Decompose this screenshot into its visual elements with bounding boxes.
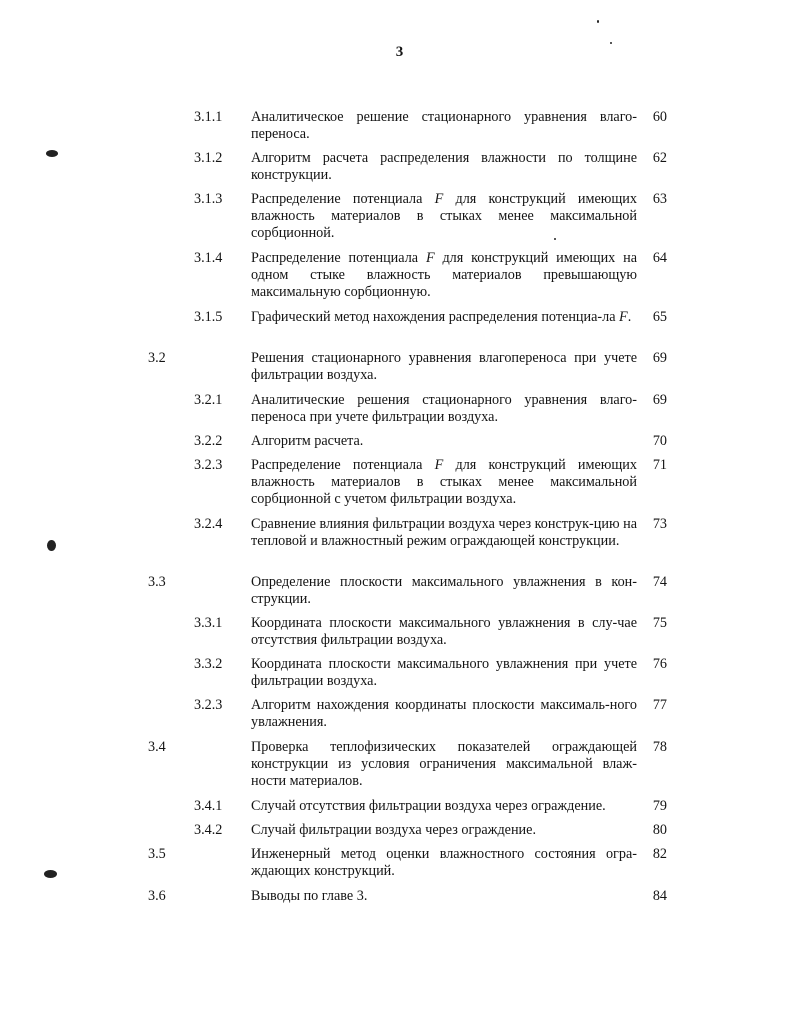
toc-entry-title: Решения стационарного уравнения влагопереноса при учете фильтрации воздуха. bbox=[251, 350, 637, 383]
toc-entry-title: Случай отсутствия фильтрации воздуха через ограждение. bbox=[251, 798, 606, 814]
toc-entry-title: Аналитическое решение стационарного уравнения влаго-переноса. bbox=[251, 109, 637, 142]
toc-entry-number: 3.2 bbox=[148, 350, 166, 366]
toc-entry-page: 62 bbox=[652, 150, 667, 166]
scan-speck bbox=[597, 20, 599, 23]
toc-entry-page: 74 bbox=[652, 574, 667, 590]
toc-entry-number: 3.3.2 bbox=[194, 656, 223, 672]
toc-entry-number: 3.1.5 bbox=[194, 309, 223, 325]
toc-entry-title: Координата плоскости максимального увлажнения при учете фильтрации воздуха. bbox=[251, 656, 637, 689]
scan-speck bbox=[610, 42, 612, 44]
toc-entry-page: 63 bbox=[652, 191, 667, 207]
toc-entry-title: Аналитические решения стационарного уравнения влаго-переноса при учете фильтрации воздуха. bbox=[251, 392, 637, 425]
toc-entry-title: Алгоритм нахождения координаты плоскости максималь-ного увлажнения. bbox=[251, 697, 637, 730]
toc-entry-number: 3.3.1 bbox=[194, 615, 223, 631]
toc-entry-title: Определение плоскости максимального увлажнения в кон-струкции. bbox=[251, 574, 637, 607]
scan-speck bbox=[46, 150, 58, 157]
toc-entry-number: 3.2.2 bbox=[194, 433, 223, 449]
toc-entry-page: 84 bbox=[652, 888, 667, 904]
toc-entry-number: 3.4 bbox=[148, 739, 166, 755]
toc-entry-number: 3.2.3 bbox=[194, 697, 223, 713]
toc-entry-number: 3.3 bbox=[148, 574, 166, 590]
toc-entry-page: 71 bbox=[652, 457, 667, 473]
toc-entry-title: Инженерный метод оценки влажностного состояния огра-ждающих конструкций. bbox=[251, 846, 637, 879]
toc-entry-page: 77 bbox=[652, 697, 667, 713]
toc-entry-number: 3.6 bbox=[148, 888, 166, 904]
toc-entry-page: 64 bbox=[652, 250, 667, 266]
toc-entry-title: Сравнение влияния фильтрации воздуха через конструк-цию на тепловой и влажностный режим ограждающей конструкции. bbox=[251, 516, 637, 549]
toc-entry-page: 82 bbox=[652, 846, 667, 862]
toc-entry-title: Случай фильтрации воздуха через ограждение. bbox=[251, 822, 536, 838]
toc-entry-number: 3.1.1 bbox=[194, 109, 223, 125]
toc-entry-number: 3.1.3 bbox=[194, 191, 223, 207]
toc-entry-page: 73 bbox=[652, 516, 667, 532]
toc-entry-page: 76 bbox=[652, 656, 667, 672]
toc-entry-page: 80 bbox=[652, 822, 667, 838]
toc-entry-page: 78 bbox=[652, 739, 667, 755]
toc-entry-page: 70 bbox=[652, 433, 667, 449]
toc-entry-title: Проверка теплофизических показателей ограждающей конструкции из условия ограничения максимальной влаж-ности материалов. bbox=[251, 739, 637, 789]
scan-speck bbox=[554, 238, 556, 240]
scan-speck bbox=[47, 540, 56, 551]
toc-entry-number: 3.2.3 bbox=[194, 457, 223, 473]
toc-entry-title: Распределение потенциала F для конструкций имеющих влажность материалов в стыках менее максимальной сорбционной с учетом фильтрации воздуха. bbox=[251, 457, 637, 507]
toc-entry-number: 3.5 bbox=[148, 846, 166, 862]
toc-entry-page: 69 bbox=[652, 392, 667, 408]
scan-speck bbox=[44, 870, 57, 878]
toc-entry-number: 3.4.1 bbox=[194, 798, 223, 814]
toc-entry-title: Координата плоскости максимального увлажнения в слу-чае отсутствия фильтрации воздуха. bbox=[251, 615, 637, 648]
toc-entry-page: 69 bbox=[652, 350, 667, 366]
toc-entry-title: Распределение потенциала F для конструкций имеющих на одном стыке влажность материалов превышающую максимальную сорбционную. bbox=[251, 250, 637, 300]
toc-entry-page: 60 bbox=[652, 109, 667, 125]
toc-entry-page: 75 bbox=[652, 615, 667, 631]
toc-entry-number: 3.2.1 bbox=[194, 392, 223, 408]
toc-entry-number: 3.2.4 bbox=[194, 516, 223, 532]
toc-entry-title: Графический метод нахождения распределения потенциа-ла F. bbox=[251, 309, 632, 325]
toc-entry-page: 79 bbox=[652, 798, 667, 814]
toc-entry-number: 3.1.4 bbox=[194, 250, 223, 266]
toc-entry-title: Алгоритм расчета распределения влажности по толщине конструкции. bbox=[251, 150, 637, 183]
page-number: 3 bbox=[395, 44, 404, 60]
toc-entry-title: Выводы по главе 3. bbox=[251, 888, 368, 904]
toc-entry-page: 65 bbox=[652, 309, 667, 325]
toc-entry-title: Распределение потенциала F для конструкций имеющих влажность материалов в стыках менее максимальной сорбционной. bbox=[251, 191, 637, 241]
toc-entry-title: Алгоритм расчета. bbox=[251, 433, 364, 449]
toc-entry-number: 3.1.2 bbox=[194, 150, 223, 166]
toc-entry-number: 3.4.2 bbox=[194, 822, 223, 838]
